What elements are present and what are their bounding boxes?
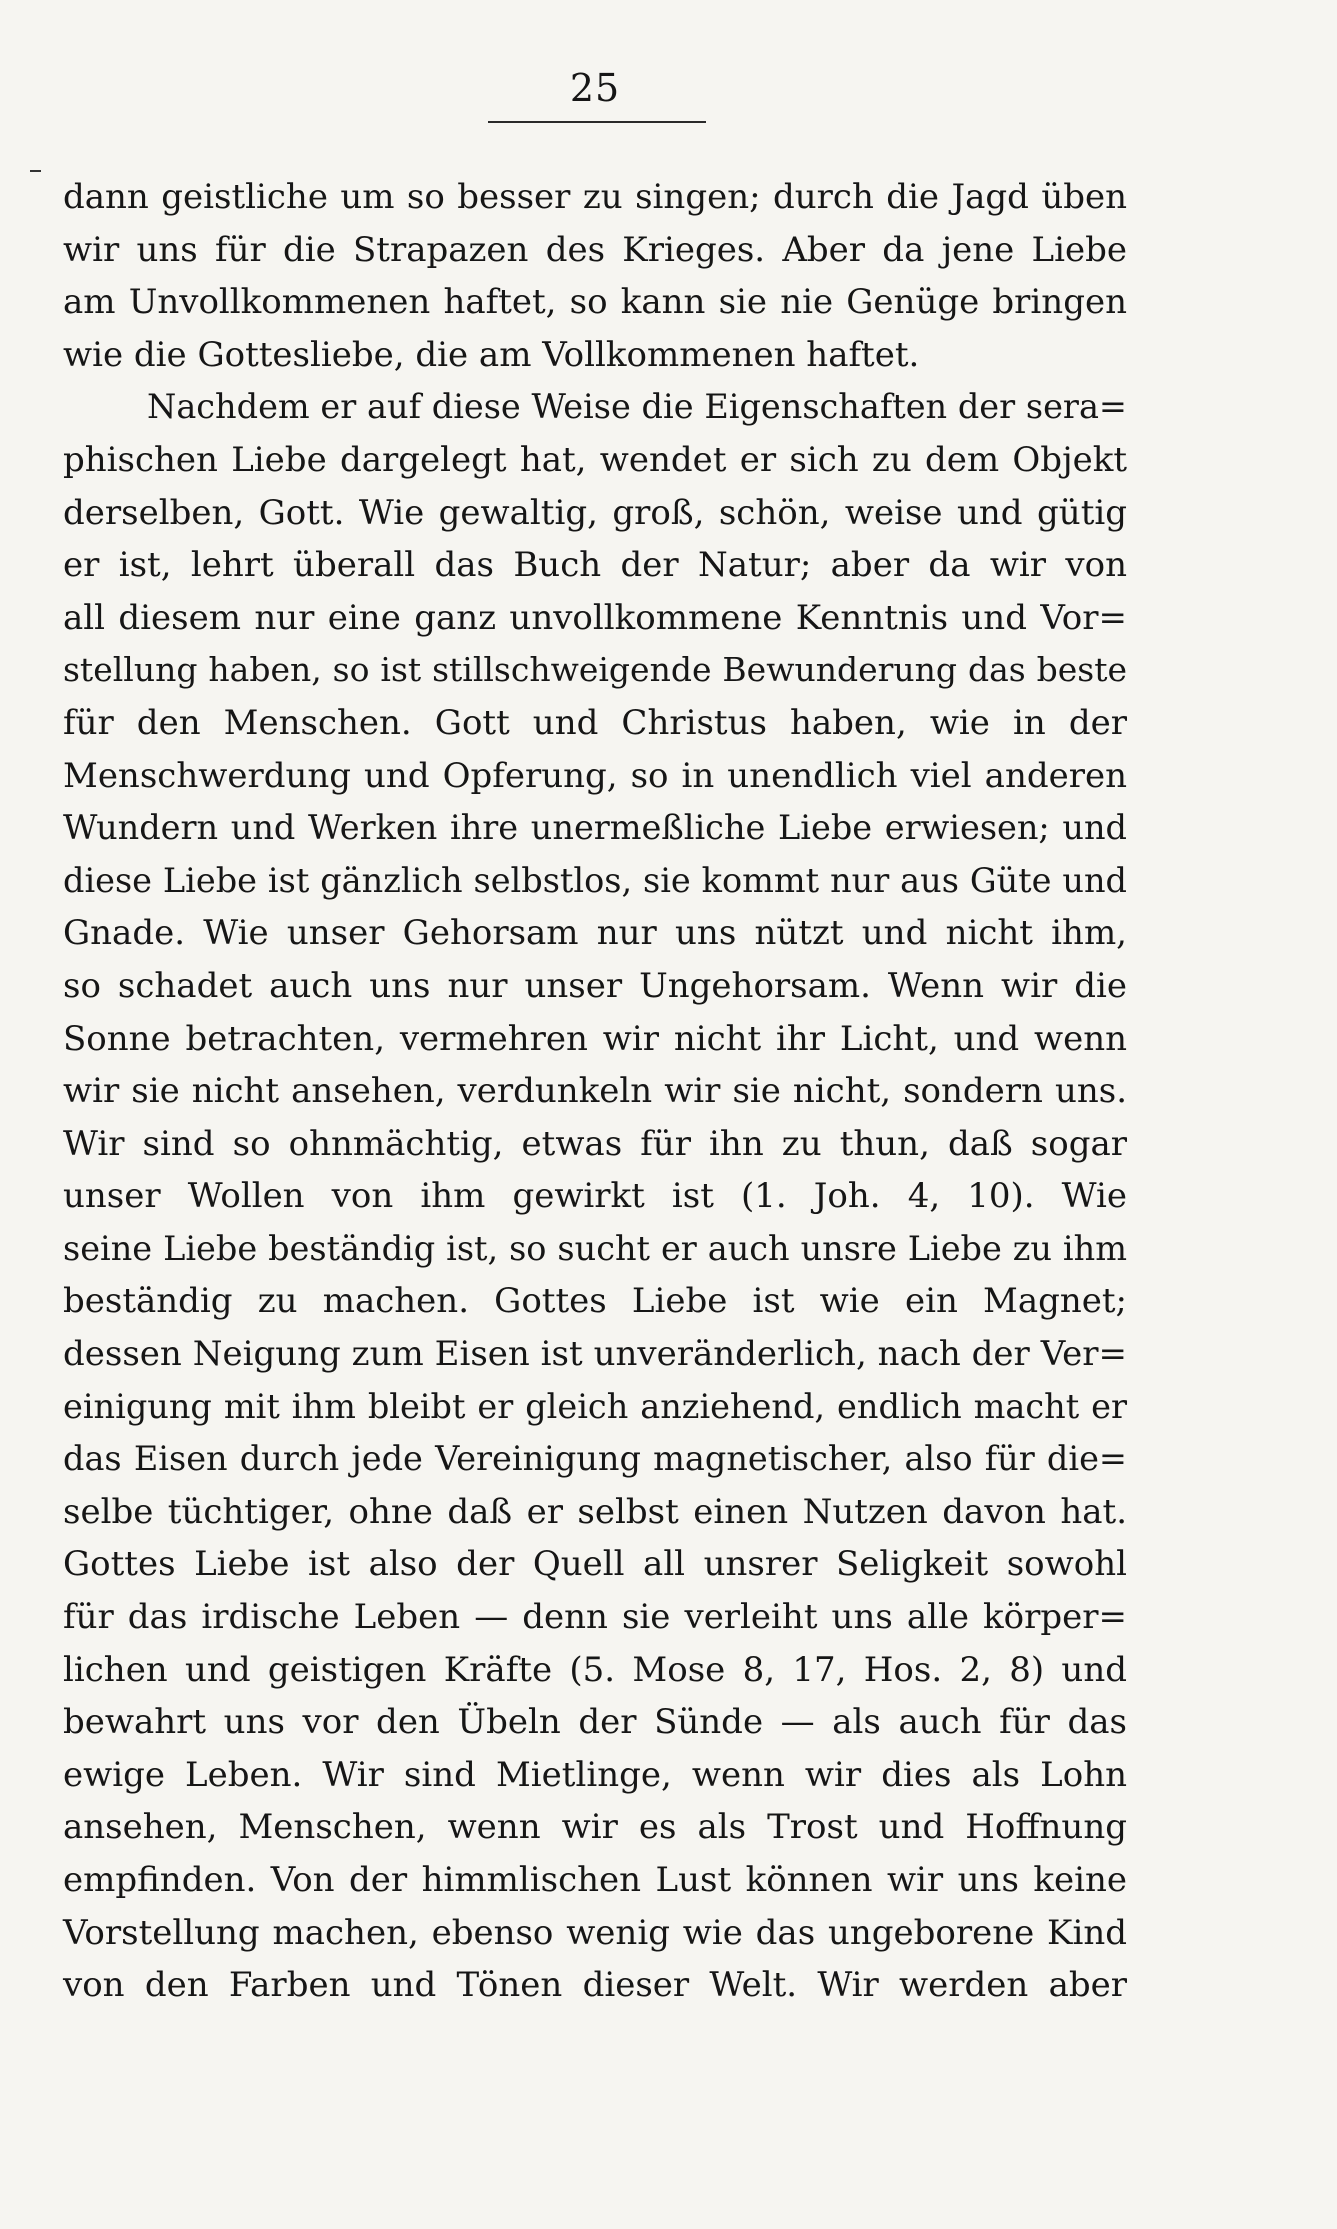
text-line: unser Wollen von ihm gewirkt ist (1. Joh. 4, 10). Wie (63, 1176, 1127, 1217)
text-line: Wir sind so ohnmächtig, etwas für ihn zu thun, daß sogar (63, 1123, 1127, 1164)
text-line: diese Liebe ist gänzlich selbstlos, sie kommt nur aus Güte und (63, 860, 1127, 900)
text-line: ansehen, Menschen, wenn wir es als Trost und Hoffnung (63, 1807, 1127, 1848)
text-line: selbe tüchtiger, ohne daß er selbst einen Nutzen davon hat. (63, 1491, 1127, 1532)
text-line: empfinden. Von der himmlischen Lust können wir uns keine (63, 1860, 1127, 1900)
text-line: phischen Liebe dargelegt hat, wendet er sich zu dem Objekt (63, 439, 1127, 480)
header-rule (488, 121, 706, 123)
text-line: das Eisen durch jede Vereinigung magnetischer, also für die= (63, 1439, 1127, 1479)
text-line: so schadet auch uns nur unser Ungehorsam. Wenn wir die (63, 965, 1127, 1006)
text-line: von den Farben und Tönen dieser Welt. Wir werden aber (63, 1965, 1127, 2006)
text-line: einigung mit ihm bleibt er gleich anziehend, endlich macht er (63, 1386, 1127, 1426)
text-line: seine Liebe beständig ist, so sucht er auch unsre Liebe zu ihm (63, 1228, 1127, 1268)
text-line: Vorstellung machen, ebenso wenig wie das ungeborene Kind (63, 1912, 1127, 1953)
text-line: Sonne betrachten, vermehren wir nicht ihr Licht, und wenn (63, 1018, 1127, 1059)
text-line: ewige Leben. Wir sind Mietlinge, wenn wir dies als Lohn (63, 1754, 1127, 1795)
text-line: er ist, lehrt überall das Buch der Natur; aber da wir von (63, 545, 1127, 586)
text-line: Nachdem er auf diese Weise die Eigenschaften der sera= (147, 387, 1127, 427)
text-line: Menschwerdung und Opferung, so in unendlich viel anderen (63, 755, 1127, 796)
text-line: bewahrt uns vor den Übeln der Sünde — als auch für das (63, 1702, 1127, 1743)
page-number: 25 (569, 66, 621, 110)
text-line: für den Menschen. Gott und Christus haben, wie in der (63, 702, 1127, 743)
text-line: Gottes Liebe ist also der Quell all unsrer Seligkeit sowohl (63, 1544, 1127, 1585)
text-line: beständig zu machen. Gottes Liebe ist wie ein Magnet; (63, 1281, 1127, 1322)
text-line: für das irdische Leben — denn sie verleiht uns alle körper= (63, 1597, 1127, 1638)
text-line: Wundern und Werken ihre unermeßliche Liebe erwiesen; und (63, 808, 1127, 848)
text-line: stellung haben, so ist stillschweigende Bewunderung das beste (63, 650, 1127, 690)
text-line: wir uns für die Strapazen des Krieges. Aber da jene Liebe (63, 229, 1127, 270)
text-line: derselben, Gott. Wie gewaltig, groß, schön, weise und gütig (63, 492, 1127, 533)
margin-mark (30, 170, 41, 172)
text-line: wir sie nicht ansehen, verdunkeln wir sie nicht, sondern uns. (63, 1071, 1127, 1112)
text-line: Gnade. Wie unser Gehorsam nur uns nützt und nicht ihm, (63, 913, 1127, 954)
text-line: all diesem nur eine ganz unvollkommene Kenntnis und Vor= (63, 597, 1127, 638)
text-line: lichen und geistigen Kräfte (5. Mose 8, 17, Hos. 2, 8) und (63, 1649, 1127, 1690)
text-block (63, 171, 1127, 2012)
text-line: dessen Neigung zum Eisen ist unveränderlich, nach der Ver= (63, 1334, 1127, 1375)
text-line: wie die Gottesliebe, die am Vollkommenen haftet. (63, 334, 920, 375)
text-line: dann geistliche um so besser zu singen; durch die Jagd üben (63, 177, 1127, 217)
text-line: am Unvollkommenen haftet, so kann sie nie Genüge bringen (63, 282, 1127, 323)
